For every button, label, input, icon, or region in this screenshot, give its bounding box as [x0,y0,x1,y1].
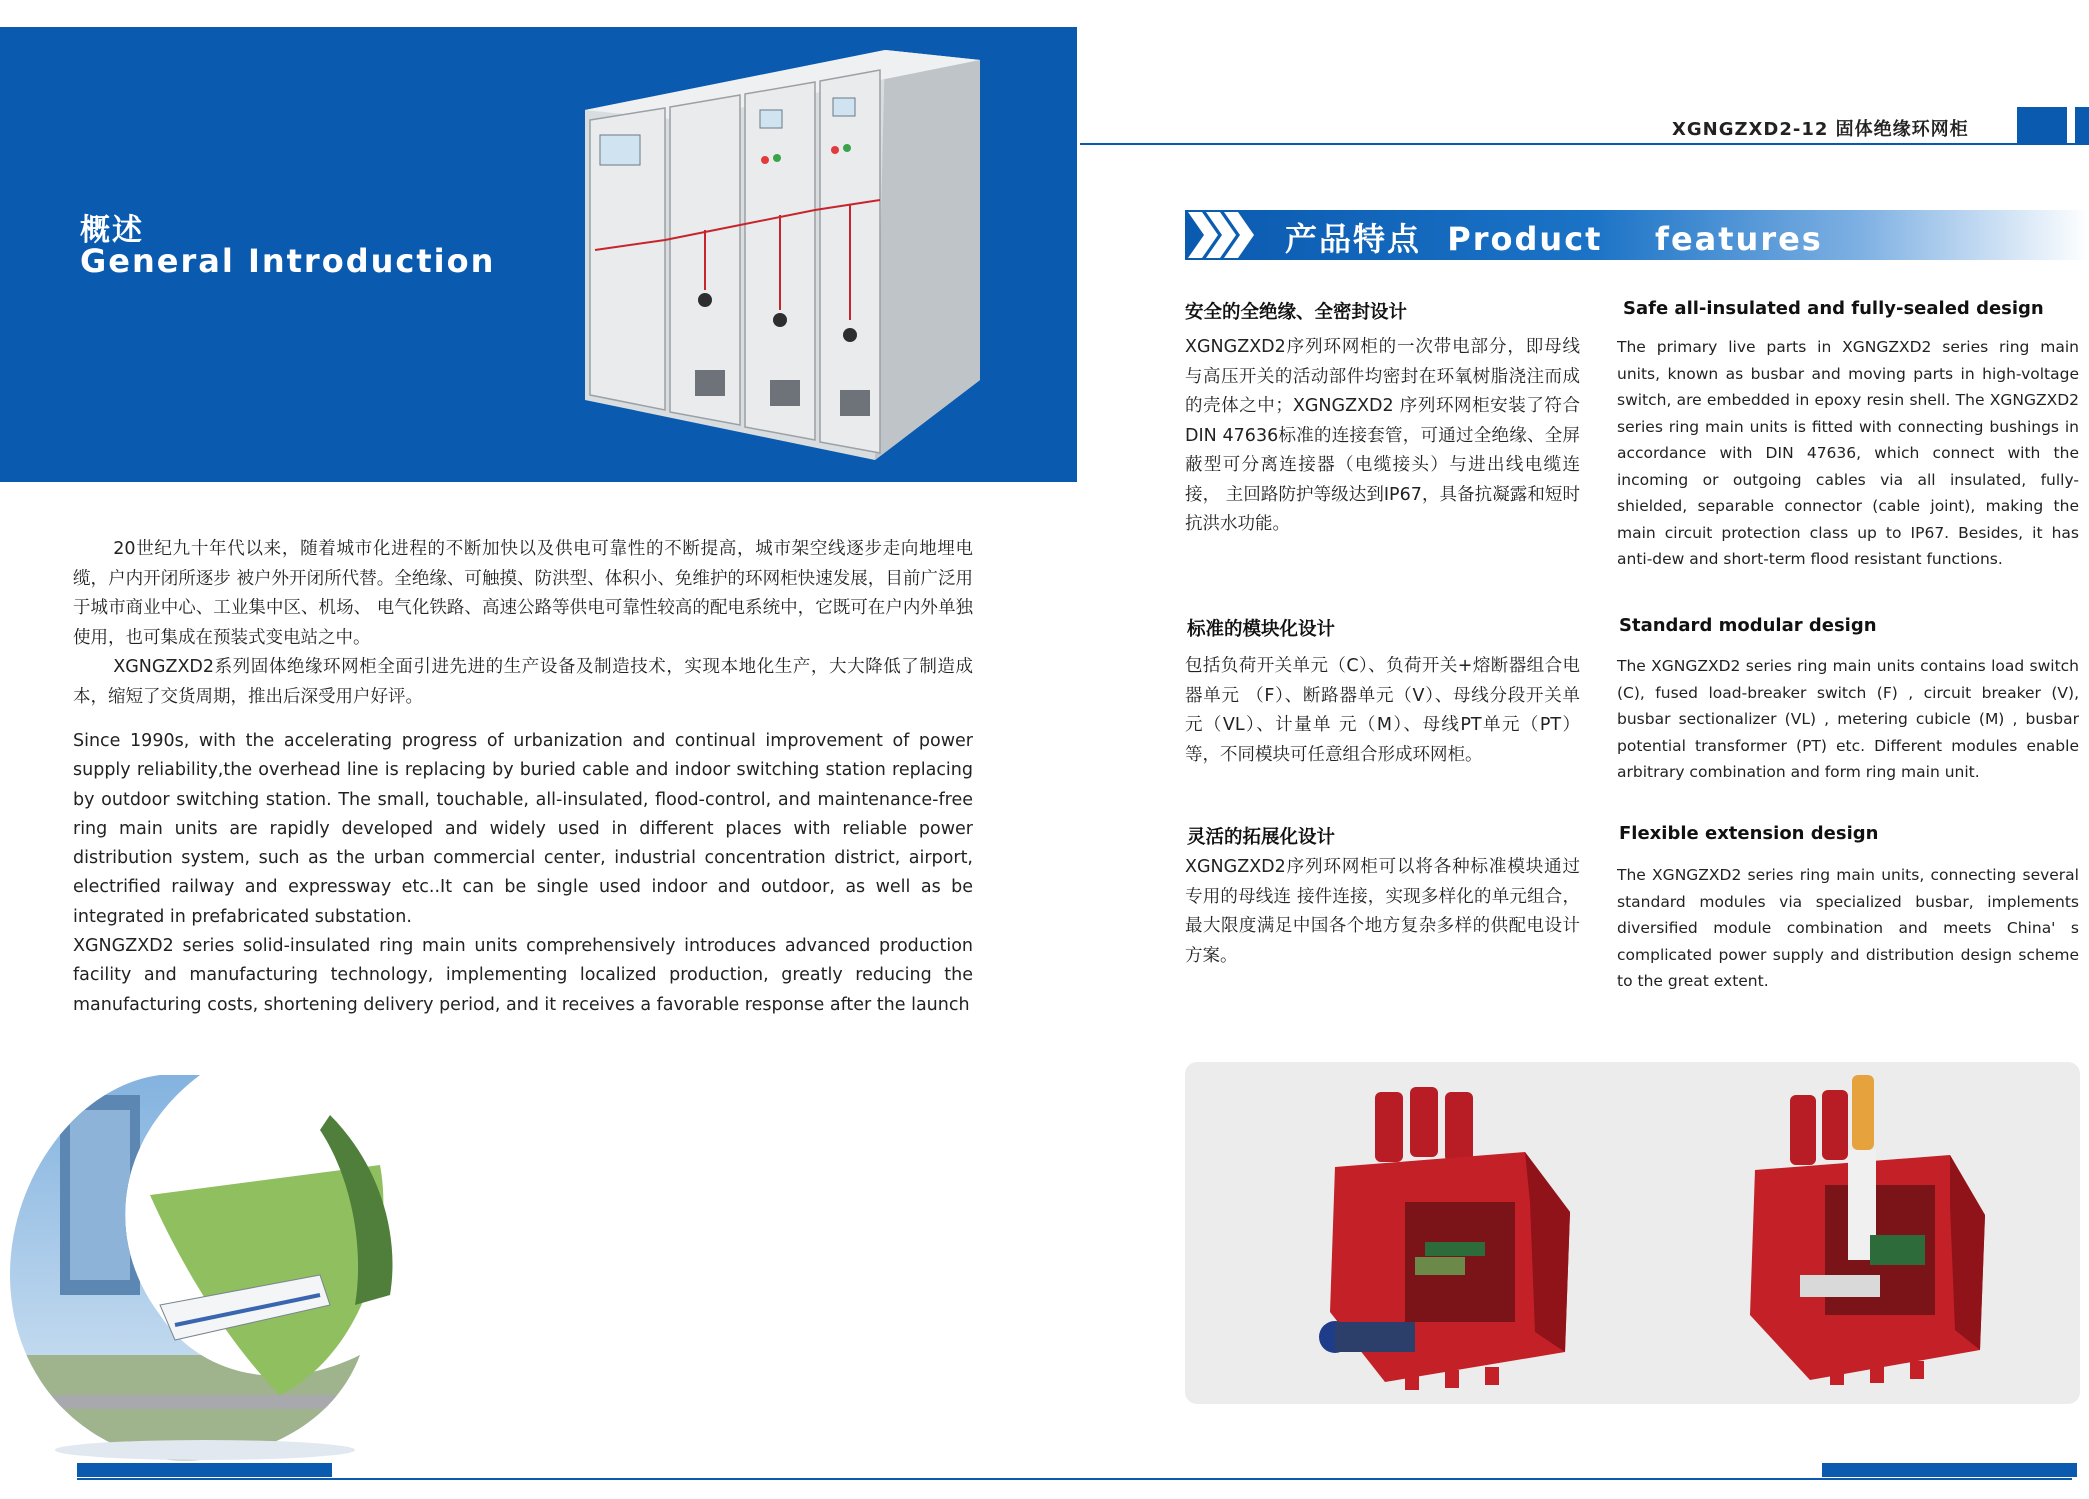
intro-en-paragraph-1: Since 1990s, with the accelerating progress of urbanization and continual improvement of power supply reliability,the overhead line is replacing by buried cable and indoor switching station replacing by outdoor switching station. The small, touchable, all-insulated, flood-control, and maintenance-free ring main units are rapidly developed and widely used in different places with reliable power distribution system, such as the urban commercial center, industrial concentration district, airport, electrified railway and expressway etc..It can be single used indoor and outdoor, as well as be integrated in prefabricated substation. [73,731,973,927]
feature-3-body-cn: XGNGZXD2序列环网柜可以将各种标准模块通过专用的母线连 接件连接，实现多样化的单元组合，最大限度满足中国各个地方复杂多样的供配电设计方案。 [1185,857,1580,966]
footer-bar-left [77,1463,332,1477]
footer-bar-right [1822,1463,2077,1477]
intro-cn-paragraph-2: XGNGZXD2系列固体绝缘环网柜全面引进先进的生产设备及制造技术，实现本地化生产，大大降低了制造成本，缩短了交货周期，推出后深受用户好评。 [73,657,973,707]
features-title: 产品特点 Product features [1285,220,1823,258]
bushing-unit-image-1 [1295,1082,1585,1392]
feature-3-head-en: Flexible extension design [1619,823,1879,844]
intro-title-cn: 概述 [80,213,144,248]
switchgear-cabinet-image [585,50,980,465]
feature-2-body-cn: 包括负荷开关单元（C）、负荷开关+熔断器组合电器单元 （F）、断路器单元（V）、母线分段开关单元（VL）、计量单 元（M）、母线PT单元（PT）等，不同模块可任意组合形成环网柜。 [1185,656,1580,765]
header-block-small [2075,107,2089,145]
intro-cn-text [73,535,973,712]
intro-en-paragraph-2: XGNGZXD2 series solid-insulated ring main units comprehensively introduces advanced production facility and manufacturing technology, implementing localized production, greatly reducing the manufacturing costs, shortening delivery period, and it receives a favorable response after the launch [73,936,973,1015]
feature-2-body-en: The XGNGZXD2 series ring main units contains load switch (C), fused load-breaker switch (F) , circuit breaker (V), busbar sectionalizer (VL) , metering cubicle (M) , busbar potential transformer (PT) etc. Different modules enable arbitrary combination and form ring main unit. [1617,657,2079,781]
feature-2-head-en: Standard modular design [1619,615,1877,636]
intro-en-text [73,727,973,1020]
header-line [1080,143,2089,145]
intro-title-en: General Introduction [80,242,496,280]
feature-1-body-en: The primary live parts in XGNGZXD2 series ring main units, known as busbar and moving parts in high-voltage switch, are embedded in epoxy resin shell. The XGNGZXD2 series ring main units is fitted with connecting bushings in accordance with DIN 47636, which connect with the incoming or outgoing cables via all insulated, fully-shielded, separable connector (cable joint), making the main circuit protection class up to IP67. Besides, it has anti-dew and short-term flood resistant functions. [1617,338,2079,568]
feature-3-body-en: The XGNGZXD2 series ring main units, connecting several standard modules via specialized busbar, implements diversified module combination and meets China' s complicated power supply and distribution design scheme to the great extent. [1617,866,2079,990]
feature-1-body-cn: XGNGZXD2序列环网柜的一次带电部分，即母线与高压开关的活动部件均密封在环氧树脂浇注而成的壳体之中；XGNGZXD2 序列环网柜安装了符合DIN 47636标准的连接套管，可通过全绝缘、全屏蔽型可分离连接器（电缆接头）与进出线电缆连接， 主回路防护等级达到IP67，具备抗凝露和短时抗洪水功能。 [1185,337,1580,534]
footer-line [77,1478,2072,1480]
city-train-collage-image [0,1055,410,1465]
feature-1-head-en: Safe all-insulated and fully-sealed design [1623,298,2044,319]
feature-1-head-cn: 安全的全绝缘、全密封设计 [1185,302,1408,323]
bushing-unit-image-2 [1740,1075,1990,1390]
feature-3-head-cn: 灵活的拓展化设计 [1187,827,1336,848]
chevron-arrows-icon [1188,212,1258,258]
feature-2-head-cn: 标准的模块化设计 [1187,619,1336,640]
header-block [2017,107,2067,145]
intro-cn-paragraph-1: 20世纪九十年代以来，随着城市化进程的不断加快以及供电可靠性的不断提高，城市架空线逐步走向地埋电缆，户内开闭所逐步 被户外开闭所代替。全绝缘、可触摸、防洪型、体积小、免维护的环网柜快速发展，目前广泛用于城市商业中心、工业集中区、机场、 电气化铁路、高速公路等供电可靠性较高的配电系统中，它既可在户内外单独使用，也可集成在预装式变电站之中。 [73,539,973,648]
document-header-title: XGNGZXD2-12 固体绝缘环网柜 [1672,119,1969,140]
